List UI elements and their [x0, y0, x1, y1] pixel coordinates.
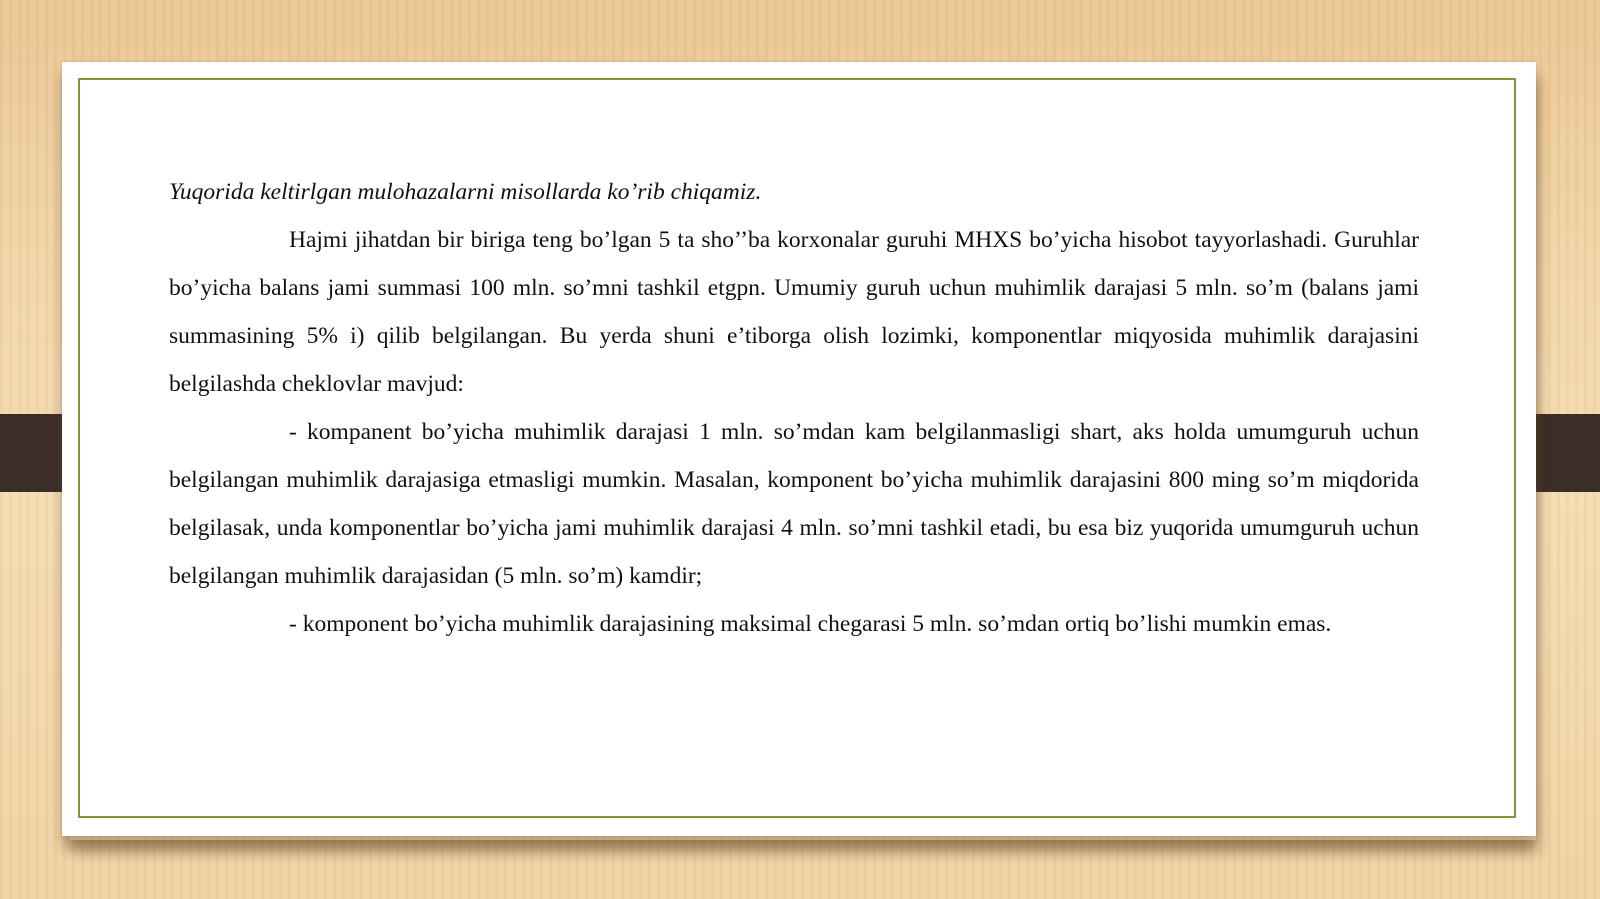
slide-content [169, 168, 1419, 648]
paragraph-minimum-limit: - kompanent bo’yicha muhimlik darajasi 1 mln. so’mdan kam belgilanmasligi shart, aks holda umumguruh uchun belgilangan muhimlik darajasiga etmasligi mumkin. Masalan, komponent bo’yicha muhimlik darajasini 800 ming so’m miqdorida belgilasak, unda komponentlar bo’yicha jami muhimlik darajasi 4 mln. so’mni tashkil etadi, bu esa biz yuqorida umumguruh uchun belgilangan muhimlik darajasidan (5 mln. so’m) kamdir; [169, 419, 1419, 589]
paragraph-maximum-limit: - komponent bo’yicha muhimlik darajasining maksimal chegarasi 5 mln. so’mdan ortiq bo’lishi mumkin emas. [289, 611, 1332, 637]
intro-text: Yuqorida keltirlgan mulohazalarni misollarda ko’rib chiqamiz. [169, 179, 762, 205]
paragraph-example: Hajmi jihatdan bir biriga teng bo’lgan 5 ta sho’’ba korxonalar guruhi MHXS bo’yicha hisobot tayyorlashadi. Guruhlar bo’yicha balans jami summasi 100 mln. so’mni tashkil etgpn. Umumiy guruh uchun muhimlik darajasi 5 mln. so’m (balans jami summasining 5% i) qilib belgilangan. Bu yerda shuni e’tiborga olish lozimki, komponentlar miqyosida muhimlik darajasini belgilashda cheklovlar mavjud: [169, 227, 1419, 397]
